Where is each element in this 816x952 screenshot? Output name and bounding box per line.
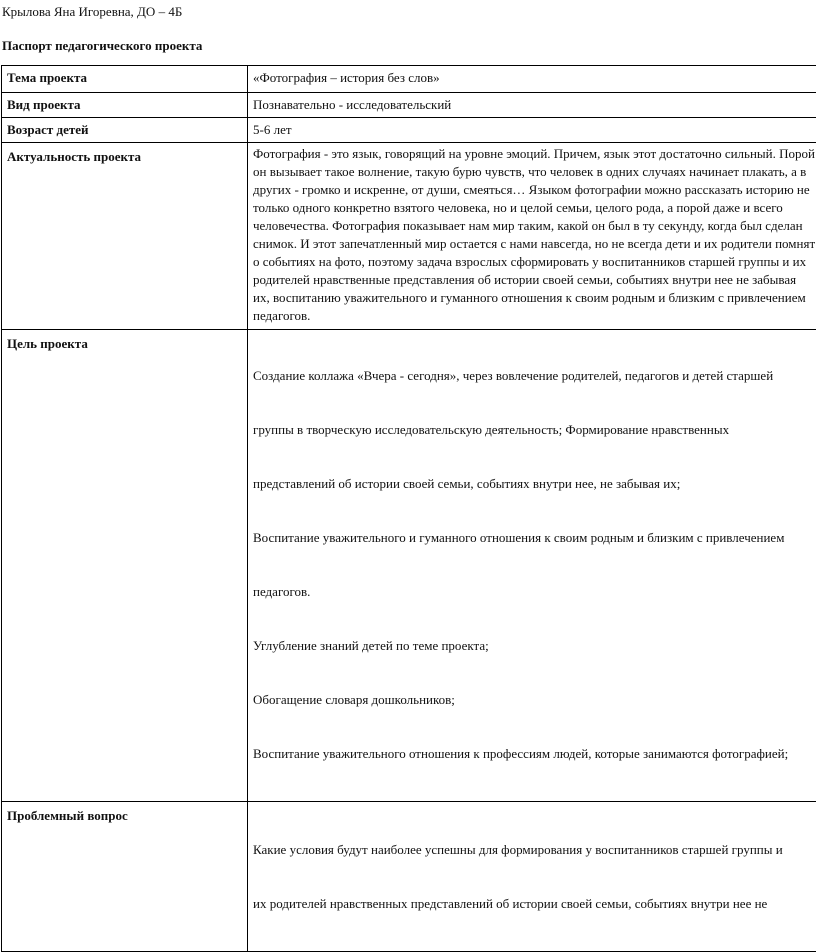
age-label: Возраст детей <box>2 118 248 143</box>
goal-line: Воспитание уважительного отношения к профессиям людей, которые занимаются фотографией; <box>253 745 816 763</box>
problem-line: Какие условия будут наиболее успешны для формирования у воспитанников старшей группы и <box>253 841 816 859</box>
goal-line: Воспитание уважительного и гуманного отношения к своим родным и близким с привлечением <box>253 529 816 547</box>
goal-line: педагогов. <box>253 583 816 601</box>
document-title: Паспорт педагогического проекта <box>2 38 202 54</box>
author-line: Крылова Яна Игоревна, ДО – 4Б <box>2 4 182 20</box>
topic-value: «Фотография – история без слов» <box>248 66 816 93</box>
relevance-line: Фотография - это язык, говорящий на уровне эмоций. Причем, язык этот достаточно сильный. Порой <box>253 145 816 163</box>
table-row-age <box>2 118 816 143</box>
relevance-line: о событиях на фото, поэтому задача взрослых сформировать у воспитанников старшей группы и их <box>253 253 816 271</box>
type-label: Вид проекта <box>2 93 248 118</box>
goal-line: Обогащение словаря дошкольников; <box>253 691 816 709</box>
goal-label: Цель проекта <box>2 330 248 802</box>
goal-line: группы в творческую исследовательскую деятельность; Формирование нравственных <box>253 421 816 439</box>
relevance-line: других - громко и искренне, от души, смеяться… Языком фотографии можно рассказать историю не <box>253 181 816 199</box>
type-value: Познавательно - исследовательский <box>248 93 816 118</box>
table-row-relevance <box>2 143 816 330</box>
relevance-line: только одного конкретно взятого человека, но и целой семьи, целого рода, а порой даже и всего <box>253 199 816 217</box>
relevance-line: человечества. Фотография показывает нам мир таким, какой он был в ту секунду, когда был сделан <box>253 217 816 235</box>
relevance-line: педагогов. <box>253 307 816 325</box>
problem-text <box>248 802 816 952</box>
relevance-label: Актуальность проекта <box>2 143 248 330</box>
relevance-line: родителей нравственные представления об истории своей семьи, событиях внутри нее не забывая <box>253 271 816 289</box>
goal-text <box>248 330 816 802</box>
relevance-line: снимок. И этот запечатленный мир остается с нами навсегда, но не всегда дети и их родители помнят <box>253 235 816 253</box>
age-value: 5-6 лет <box>248 118 816 143</box>
problem-label: Проблемный вопрос <box>2 802 248 952</box>
project-passport-table <box>1 65 816 952</box>
table-row-topic <box>2 66 816 93</box>
relevance-line: их, воспитанию уважительного и гуманного отношения к своим родным и близким с привлечением <box>253 289 816 307</box>
topic-label: Тема проекта <box>2 66 248 93</box>
table-row-problem <box>2 802 816 952</box>
goal-line: Создание коллажа «Вчера - сегодня», через вовлечение родителей, педагогов и детей старшей <box>253 367 816 385</box>
problem-line: их родителей нравственных представлений об истории своей семьи, событиях внутри нее не <box>253 895 816 913</box>
table-row-type <box>2 93 816 118</box>
table-row-goal <box>2 330 816 802</box>
relevance-line: он вызывает такое волнение, такую бурю чувств, что человек в одних случаях начинает плакать, а в <box>253 163 816 181</box>
goal-line: представлений об истории своей семьи, событиях внутри нее, не забывая их; <box>253 475 816 493</box>
goal-line: Углубление знаний детей по теме проекта; <box>253 637 816 655</box>
relevance-text <box>248 143 816 330</box>
